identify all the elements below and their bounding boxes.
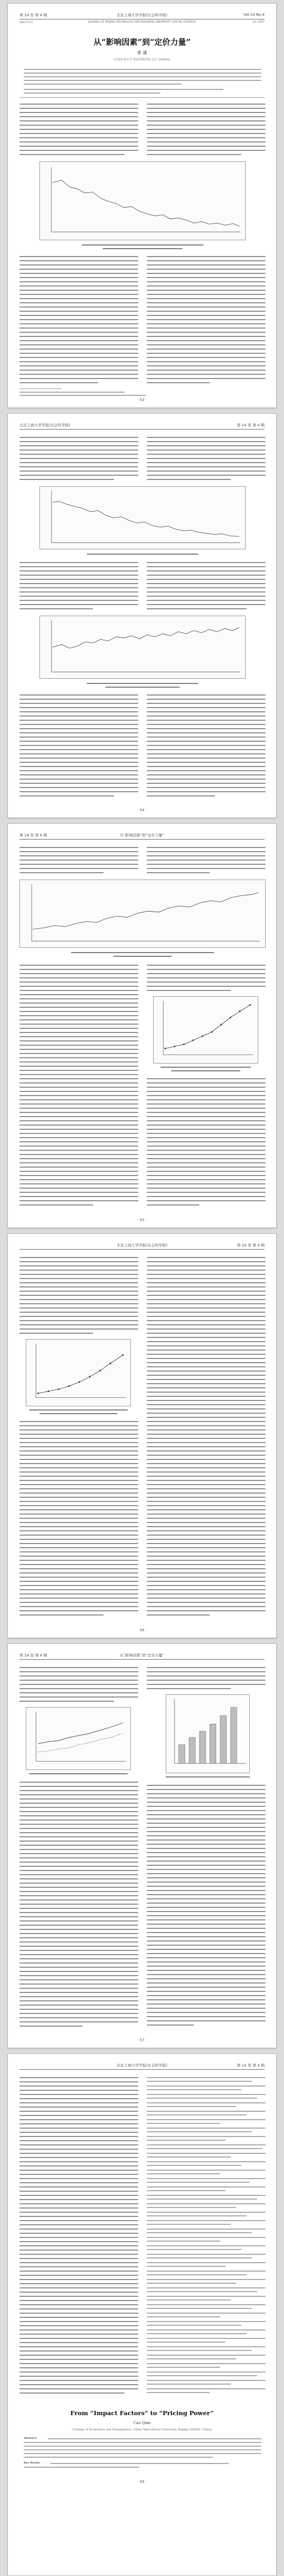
running-header [19,2061,265,2070]
english-author: Cao Qian [133,2421,151,2425]
figure-7 [26,1707,131,1770]
figure-5-chart [154,997,258,1063]
figure-8 [166,1694,250,1773]
figure-4 [19,880,266,948]
page-number-1: · 53 · [137,398,147,402]
figure-5 [153,996,258,1064]
figure-3-chart [40,616,245,678]
running-header-right: 第 14 卷 第 4 期 [237,1243,265,1248]
running-header-center: 从“影响因素”到“定价力量” [119,1653,165,1658]
figure-3 [39,616,246,679]
running-header-right: 第 14 卷 第 4 期 [237,423,265,427]
running-header-left: 第 14 卷 第 4 期 [19,13,47,17]
page-2 [7,413,277,818]
running-header-center: 北京工商大学学报(社会科学版) [116,13,168,17]
figure-6-chart [26,1340,130,1406]
page-number-5: · 57 · [137,2038,147,2042]
abstract-divider [19,97,265,98]
page-4 [7,1233,277,1638]
page-number-4: · 56 · [137,1628,147,1632]
journal-subheader [19,21,265,26]
figure-7-chart [26,1708,130,1770]
running-header-left: 第 14 卷 第 4 期 [19,833,47,837]
paper-title: 从“影响因素”到“定价力量” [93,37,191,47]
running-header-center: 北京工商大学学报(社会科学版) [116,1243,168,1248]
running-header [19,421,265,430]
page-number-2: · 54 · [137,808,147,812]
figure-2-chart [40,487,245,549]
author-affiliation: (中国农业大学 经济管理学院,北京 100083) [114,58,170,62]
issue-date-right: Jul. 2007 [253,21,265,24]
running-header-right: 第 14 卷 第 4 期 [237,2063,265,2068]
english-title: From “Impact Factors” to “Pricing Power” [70,2409,214,2417]
abstract-label: Abstract: [24,2437,37,2440]
running-header-left: 北京工商大学学报(社会科学版) [19,423,70,427]
figure-2 [39,486,246,549]
figure-6 [26,1339,131,1406]
figure-1-chart [40,162,245,240]
running-header [19,831,265,840]
page-number-3: · 55 · [137,1218,147,1222]
figure-1 [39,161,246,240]
issue-date-left: 2007年7月 [19,21,33,24]
page-5 [7,1643,277,2048]
keywords-label: Key Words: [24,2461,40,2465]
page-3 [7,823,277,1228]
running-header [19,1241,265,1250]
running-header-center: 从“影响因素”到“定价力量” [119,833,165,837]
running-header-center: 北京工商大学学报(社会科学版) [116,2063,168,2068]
running-header [19,1651,265,1660]
english-affiliation: (College of Economics and Management, China Agricultural University, Beijing 100083, China) [72,2428,212,2431]
journal-name-en: JOURNAL OF BEIJING TECHNOLOGY AND BUSINESS UNIVERSITY (SOCIAL SCIENCE) [88,21,196,24]
paper-author: 曹 谦 [137,50,147,55]
running-header [19,11,265,19]
figure-4-chart [20,880,265,947]
page-6 [7,2053,277,2576]
figure-8-chart [166,1695,249,1773]
running-header-left: 第 14 卷 第 4 期 [19,1653,47,1658]
running-header-right: Vol.14 No.4 [244,13,265,17]
page-1 [7,3,277,408]
page-number-6: · 58 · [137,2480,147,2484]
